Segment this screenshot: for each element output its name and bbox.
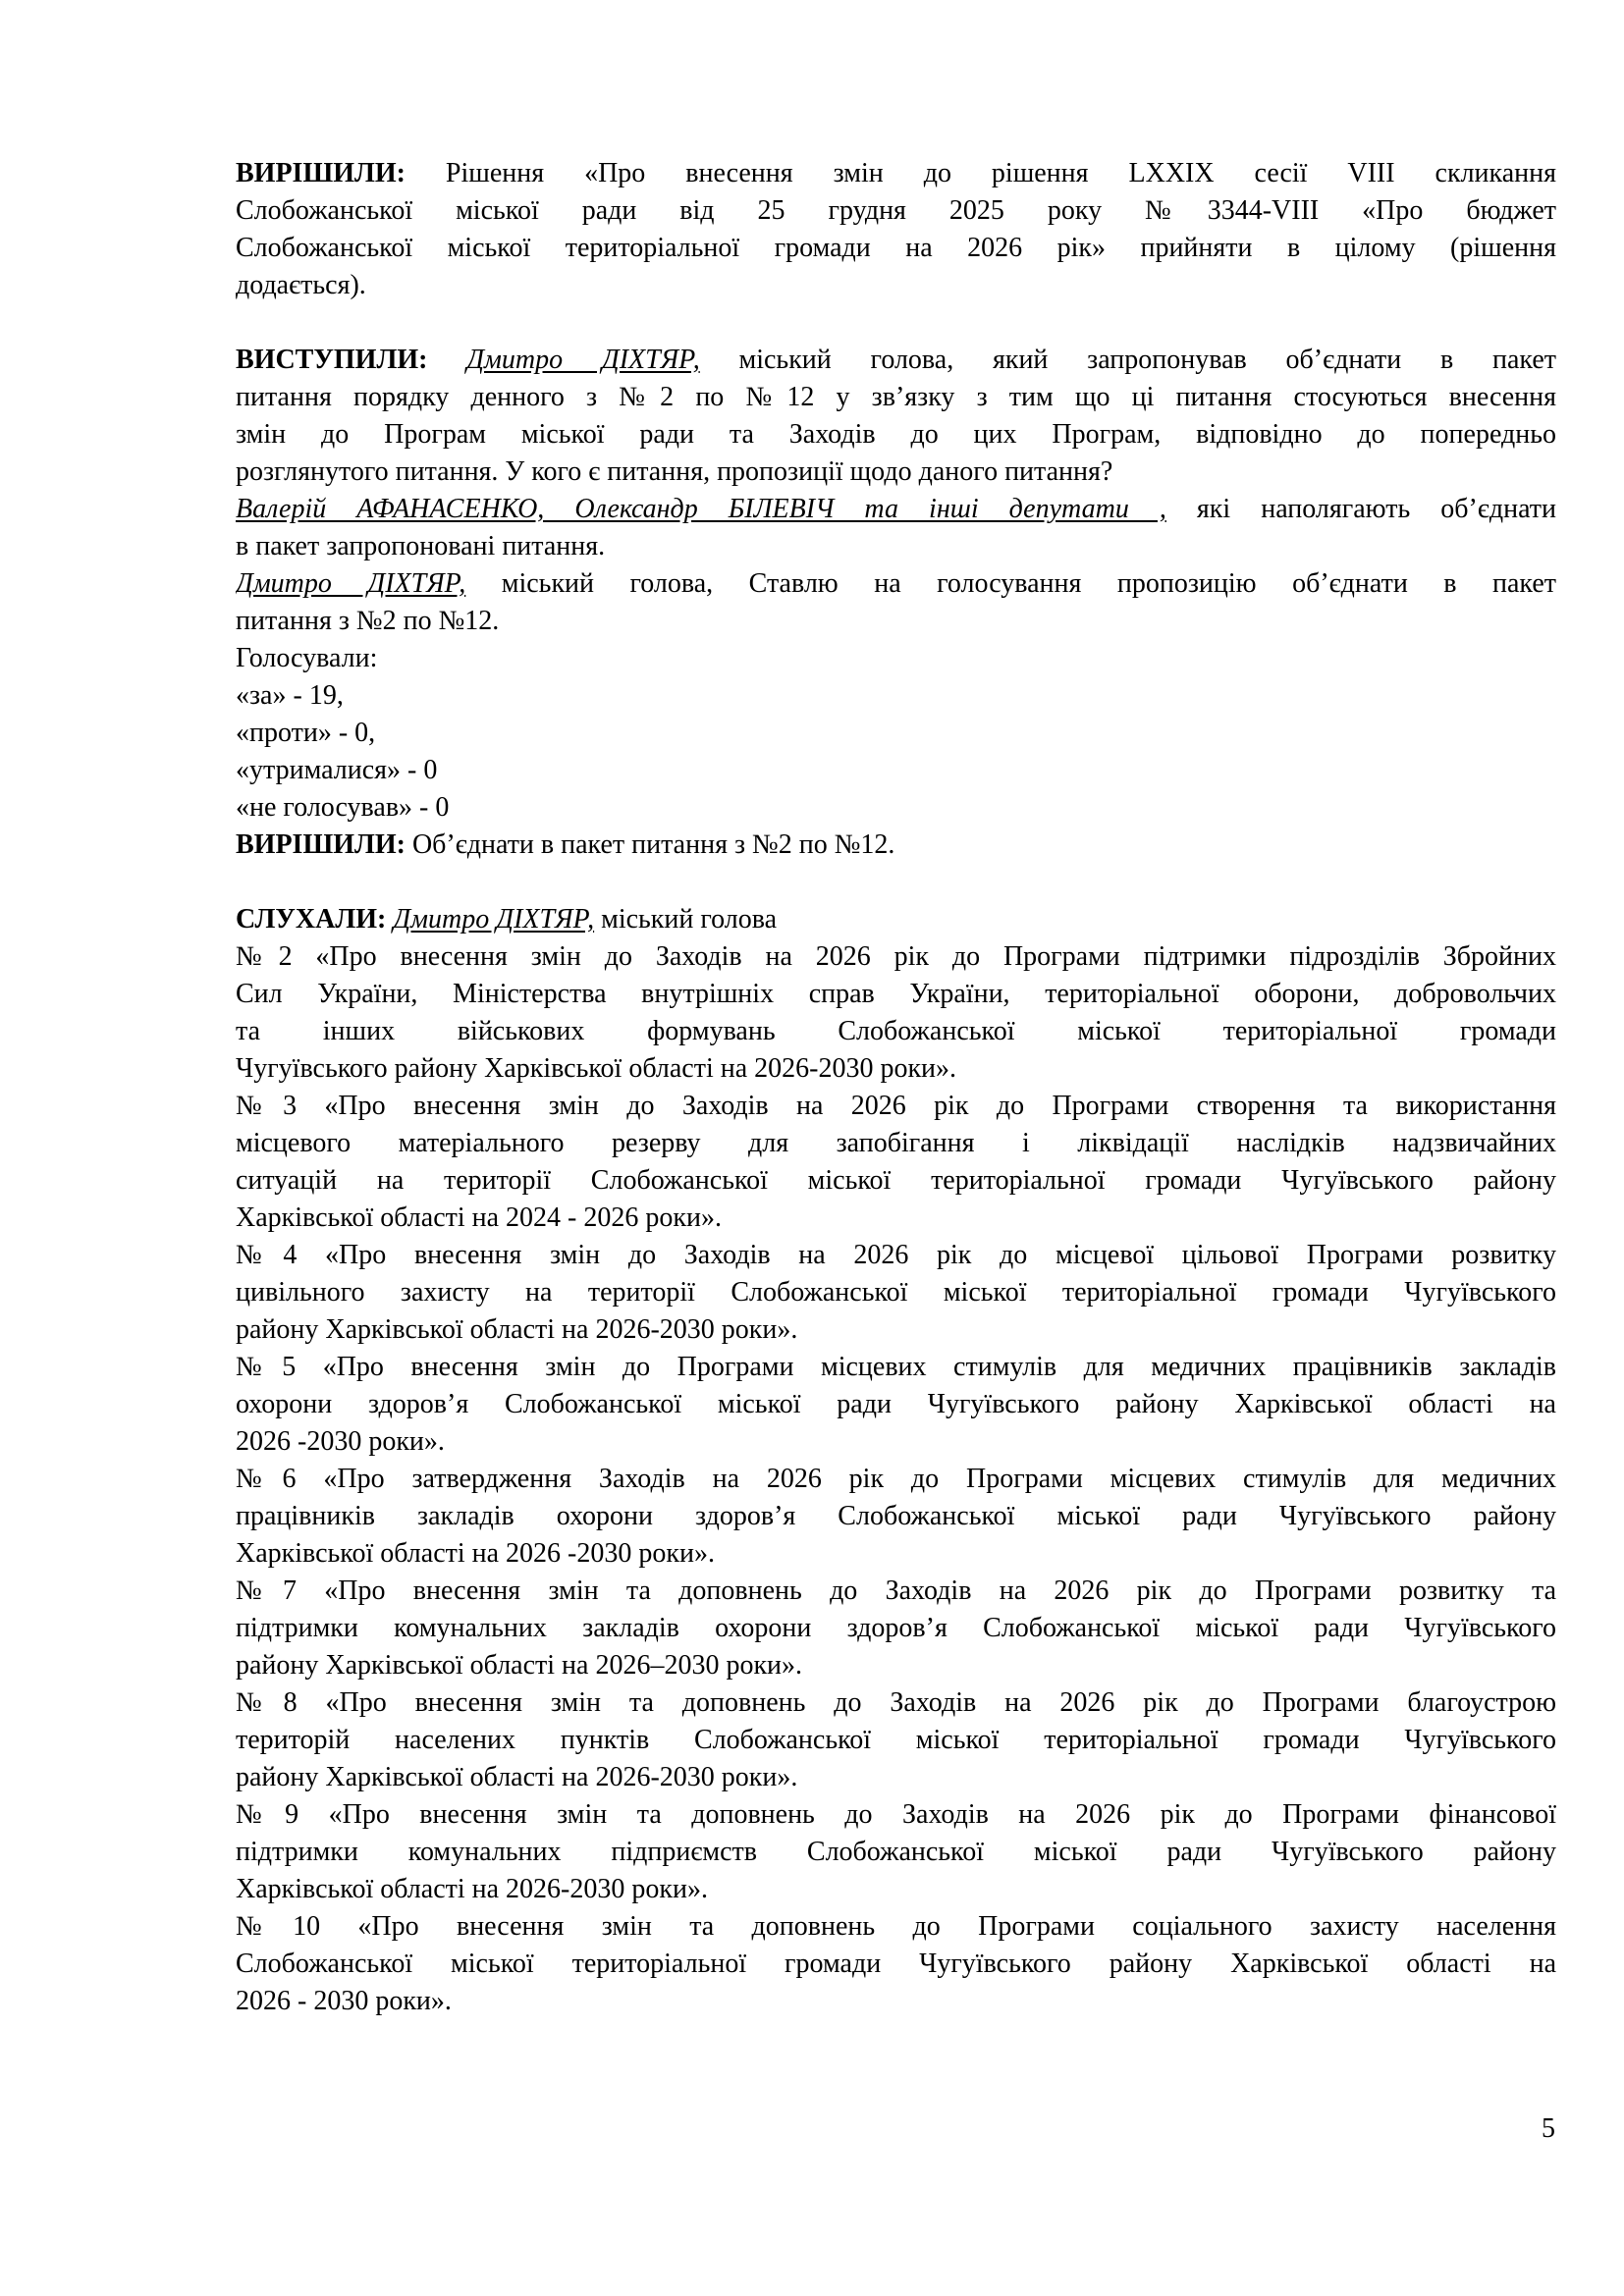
text-run: які наполягають об’єднати	[1165, 494, 1556, 524]
text-run: №10 «Про внесення змін та доповнень до Програми соціального захисту населення	[236, 1911, 1556, 1942]
section-heading: ВИСТУПИЛИ:	[236, 345, 428, 375]
text-line	[236, 1125, 1556, 1162]
text-line	[236, 640, 1556, 677]
text-run: працівників закладів охорони здоров’я Слобожанської міської ради Чугуївського району	[236, 1501, 1556, 1531]
blank-line	[236, 864, 1556, 901]
text-run: місцевого матеріального резерву для запобігання і ліквідації наслідків надзвичайних	[236, 1128, 1556, 1158]
text-run: району Харківської області на 2026-2030 роки».	[236, 1314, 798, 1345]
text-line	[236, 192, 1556, 230]
section-heading: ВИРІШИЛИ:	[236, 829, 406, 860]
text-run: №5 «Про внесення змін до Програми місцевих стимулів для медичних працівників закладів	[236, 1352, 1556, 1382]
text-run: підтримки комунальних закладів охорони здоров’я Слобожанської міської ради Чугуївського	[236, 1613, 1556, 1643]
text-line	[236, 603, 1556, 640]
text-line	[236, 1796, 1556, 1834]
text-run: питання з №2 по №12.	[236, 606, 500, 636]
text-line	[236, 1722, 1556, 1759]
text-line	[236, 155, 1556, 192]
text-line	[236, 677, 1556, 715]
text-run: та інших військових формувань Слобожанської міської територіальної громади	[236, 1016, 1556, 1046]
text-line	[236, 416, 1556, 454]
text-line	[236, 1908, 1556, 1946]
section-heading: СЛУХАЛИ:	[236, 904, 387, 934]
text-line	[236, 1050, 1556, 1088]
text-run: №6 «Про затвердження Заходів на 2026 рік до Програми місцевих стимулів для медичних	[236, 1464, 1556, 1494]
text-run: Харківської області на 2026 -2030 роки».	[236, 1538, 715, 1569]
text-run: Слобожанської міської ради від 25 грудня 2025 року №3344-VIII «Про бюджет	[236, 195, 1556, 226]
text-run: Чугуївського району Харківської області на 2026-2030 роки».	[236, 1053, 957, 1084]
text-run: міський голова, Ставлю на голосування пропозицію об’єднати в пакет	[465, 568, 1556, 599]
text-run: №3 «Про внесення змін до Заходів на 2026 рік до Програми створення та використання	[236, 1091, 1556, 1121]
text-run	[427, 345, 466, 375]
text-run: 2026 - 2030 роки».	[236, 1986, 452, 2016]
text-run: Сил України, Міністерства внутрішніх справ України, територіальної оборони, добровольчих	[236, 979, 1556, 1009]
text-line	[236, 1535, 1556, 1573]
text-line	[236, 1871, 1556, 1908]
text-line	[236, 1349, 1556, 1386]
text-line	[236, 379, 1556, 416]
text-run: питання порядку денного з №2 по №12 у зв’язку з тим що ці питання стосуються внесення	[236, 382, 1556, 412]
text-line	[236, 1088, 1556, 1125]
document-body	[236, 155, 1556, 2020]
text-line	[236, 1684, 1556, 1722]
text-line	[236, 230, 1556, 267]
blank-line	[236, 304, 1556, 342]
text-run: «за» - 19,	[236, 680, 344, 711]
speaker-name: Дмитро ДІХТЯР,	[236, 568, 466, 599]
text-run: розглянутого питання. У кого є питання, пропозиції щодо даного питання?	[236, 456, 1113, 487]
text-run: №9 «Про внесення змін та доповнень до Заходів на 2026 рік до Програми фінансової	[236, 1799, 1556, 1830]
text-line	[236, 1237, 1556, 1274]
text-run: 2026 -2030 роки».	[236, 1426, 445, 1457]
text-run: «проти» - 0,	[236, 718, 376, 748]
text-line	[236, 1461, 1556, 1498]
text-line	[236, 901, 1556, 938]
text-run: охорони здоров’я Слобожанської міської ради Чугуївського району Харківської області на	[236, 1389, 1556, 1419]
text-run: №7 «Про внесення змін та доповнень до Заходів на 2026 рік до Програми розвитку та	[236, 1575, 1556, 1606]
text-line	[236, 491, 1556, 528]
text-run: цивільного захисту на території Слобожанської міської територіальної громади Чугуївського	[236, 1277, 1556, 1308]
text-line	[236, 1311, 1556, 1349]
text-run: району Харківської області на 2026-2030 роки».	[236, 1762, 798, 1792]
speaker-name: Дмитро ДІХТЯР,	[393, 904, 595, 934]
speaker-name: Валерій АФАНАСЕНКО, Олександр БІЛЕВІЧ та інші депутати ,	[236, 494, 1166, 524]
text-run: Слобожанської міської територіальної громади на 2026 рік» прийняти в цілому (рішення	[236, 233, 1556, 263]
text-run: «утрималися» - 0	[236, 755, 438, 785]
text-line	[236, 1386, 1556, 1423]
speaker-name: Дмитро ДІХТЯР,	[466, 345, 700, 375]
text-run: №8 «Про внесення змін та доповнень до Заходів на 2026 рік до Програми благоустрою	[236, 1687, 1556, 1718]
text-run: в пакет запропоновані питання.	[236, 531, 606, 561]
text-run: Голосували:	[236, 643, 378, 673]
text-line	[236, 1834, 1556, 1871]
text-line	[236, 789, 1556, 827]
text-line	[236, 267, 1556, 304]
text-run: №4 «Про внесення змін до Заходів на 2026 рік до місцевої цільової Програми розвитку	[236, 1240, 1556, 1270]
text-line	[236, 1759, 1556, 1796]
text-line	[236, 976, 1556, 1013]
text-line	[236, 752, 1556, 789]
text-run: територій населених пунктів Слобожанської міської територіальної громади Чугуївського	[236, 1725, 1556, 1755]
text-run: додається).	[236, 270, 366, 300]
text-line	[236, 1647, 1556, 1684]
text-line	[236, 1274, 1556, 1311]
text-run: міський голова	[594, 904, 778, 934]
text-line	[236, 1946, 1556, 1983]
text-run: підтримки комунальних підприємств Слобожанської міської ради Чугуївського району	[236, 1837, 1556, 1867]
text-line	[236, 1200, 1556, 1237]
text-run: Слобожанської міської територіальної громади Чугуївського району Харківської області на	[236, 1949, 1556, 1979]
text-line	[236, 1983, 1556, 2020]
text-run: Харківської області на 2024 - 2026 роки».	[236, 1202, 722, 1233]
text-line	[236, 1498, 1556, 1535]
text-line	[236, 1423, 1556, 1461]
text-line	[236, 1610, 1556, 1647]
text-run: району Харківської області на 2026–2030 роки».	[236, 1650, 803, 1681]
text-line	[236, 342, 1556, 379]
text-line	[236, 454, 1556, 491]
text-run: Об’єднати в пакет питання з №2 по №12.	[405, 829, 895, 860]
text-run: Харківської області на 2026-2030 роки».	[236, 1874, 708, 1904]
text-run: Рішення «Про внесення змін до рішення LXXIX сесії VIII скликання	[405, 158, 1556, 188]
page-number: 5	[1542, 2113, 1555, 2144]
text-run: міський голова, який запропонував об’єднати в пакет	[699, 345, 1556, 375]
text-line	[236, 528, 1556, 565]
text-run: №2 «Про внесення змін до Заходів на 2026 рік до Програми підтримки підрозділів Збройних	[236, 941, 1556, 972]
text-run: «не голосував» - 0	[236, 792, 450, 823]
text-line	[236, 715, 1556, 752]
text-line	[236, 1162, 1556, 1200]
text-line	[236, 565, 1556, 603]
text-line	[236, 827, 1556, 864]
text-run: ситуацій на території Слобожанської міської територіальної громади Чугуївського району	[236, 1165, 1556, 1196]
text-line	[236, 1013, 1556, 1050]
text-line	[236, 1573, 1556, 1610]
text-run: змін до Програм міської ради та Заходів до цих Програм, відповідно до попередньо	[236, 419, 1556, 450]
section-heading: ВИРІШИЛИ:	[236, 158, 406, 188]
text-line	[236, 938, 1556, 976]
